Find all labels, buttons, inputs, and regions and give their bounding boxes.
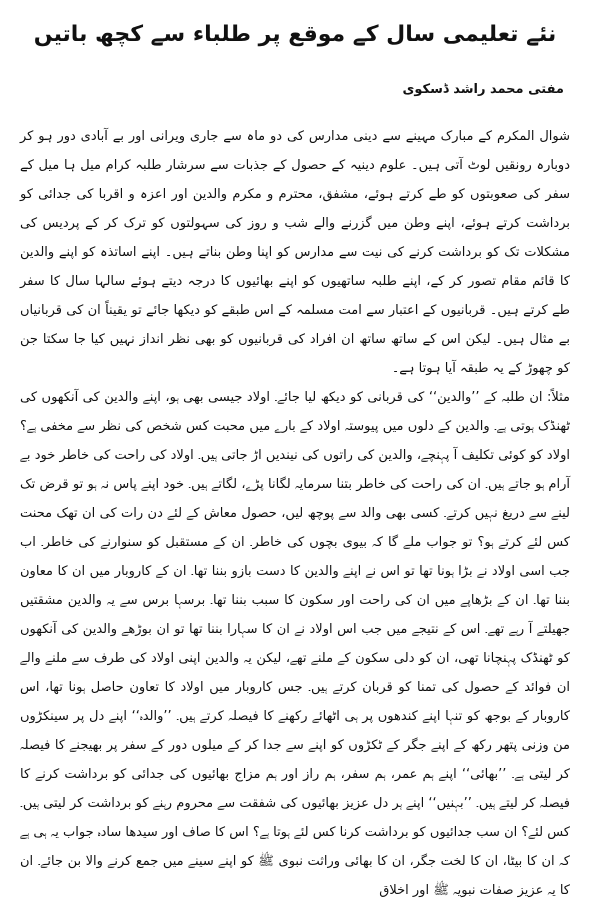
article-title: نئے تعلیمی سال کے موقع پر طلباء سے کچھ باتیں [33,22,557,47]
paragraph-2: مثلاً: ان طلبہ کے ’’والدین‘‘ کی قربانی کو دیکھ لیا جائے۔ اولاد جیسی بھی ہو، اپنے والدین کی آنکھوں کی ٹھنڈک ہوتی ہے۔ والدین کے دلوں میں پیوستہ اولاد کے بارے میں محبت کس شخص کی نظر سے مخفی ہے؟ اولاد کو کوئی تکلیف آ پہنچے، والدین کی راتوں کی نیندیں اڑ جاتی ہیں۔ اولاد کی راحت کی خاطر خود بے آرام ہو جاتے ہیں۔ ان کی راحت کی خاطر بتنا سرمایہ لگانا پڑے، لگاتے ہیں۔ خود اپنے پاس نہ ہو تو قرض تک لینے سے دریغ نہیں کرتے۔ کسی بھی والد سے پوچھ لیں، حصول معاش کے لئے دن رات کی ان تھک محنت کس لئے کرتے ہو؟ تو جواب ملے گا کہ بیوی بچوں کی خاطر۔ ان کے مستقبل کو سنوارنے کی خاطر۔ اب جب اسی اولاد نے بڑا ہونا تھا تو اس نے اپنے والدین کا دست بازو بننا تھا۔ ان کے کاروبار میں ان کا معاون بننا تھا۔ ان کے بڑھاپے میں ان کی راحت اور سکون کا سبب بننا تھا۔ برسہا برس سے یہ والدین مشقتیں جھیلتے آ رہے تھے۔ اس کے نتیجے میں جب اس اولاد نے ان کا سہارا بننا تھا تو ان بوڑھے والدین کی آنکھوں کو ٹھنڈک پہنچانا تھی، ان کو دلی سکون کے ملنے تھے، لیکن یہ والدین اپنی اولاد کی طرف سے ملنے والے ان فوائد کے حصول کی تمنا کو قربان کرتے ہیں۔ جس کاروبار میں اولاد کا تعاون حاصل ہونا تھا، اس کاروبار کے بوجھ کو تنہا اپنے کندھوں پر ہی اٹھائے رکھنے کا فیصلہ کرتے ہیں۔ ’’والدہ‘‘ اپنے دل پر سینکڑوں من وزنی پتھر رکھ کے اپنے جگر کے ٹکڑوں کو اپنے سے جدا کر کے میلوں دور کے سفر پر بھیجنے کا فیصلہ کر لیتی ہے۔ ’’بھائی‘‘ اپنے ہم عمر، ہم سفر، ہم راز اور ہم مزاج بھائیوں کی جدائی کو برداشت کرنے کا فیصلہ کر لیتے ہیں۔ ’’بہنیں‘‘ اپنے ہر دل عزیز بھائیوں کی شفقت سے محروم رہنے کو برداشت کر لیتی ہیں۔ کس لئے؟ ان سب جدائیوں کو برداشت کرنا کس لئے ہوتا ہے؟ اس کا صاف اور سیدھا سادہ جواب یہ ہی ہے کہ ان کا بیٹا، ان کا لخت جگر، ان کا بھائی وراثت نبوی ﷺ کو اپنے سینے میں جمع کرنے والا بن جائے۔ ان کا یہ عزیز صفات نبویہ ﷺ اور اخلاق [20,390,570,898]
author-name: مفتی محمد راشد ڈسکوی [402,82,564,97]
paragraph-1: شوال المکرم کے مبارک مہینے سے دینی مدارس کی دو ماہ سے جاری ویرانی اور بے آبادی دور ہو کر دوبارہ رونقیں لوٹ آتی ہیں۔ علوم دینیہ کے حصول کے جذبات سے سرشار طلبہ کرام میل ہا میل کے سفر کی صعوبتوں کو طے کرتے ہوئے، مشفق، محترم و مکرم والدین اور اعزہ و اقربا کی جدائی کو برداشت کرتے ہوئے، اپنے وطن میں گزرنے والے شب و روز کی سہولتوں کو ترک کر کے پردیس کی مشکلات تک کو برداشت کرنے کی نیت سے مدارس کو اپنا وطن بناتے ہیں۔ اپنے اساتذہ کو اپنے والدین کا قائم مقام تصور کر کے، اپنے طلبہ ساتھیوں کو اپنے بھائیوں کا درجہ دیتے ہوئے سالہا سال کا سفر طے کرتے ہیں۔ قربانیوں کے اعتبار سے امت مسلمہ کے اس طبقے کو دیکھا جائے تو یقیناً ان کی قربانیاں بے مثال ہیں۔ لیکن اس کے ساتھ ساتھ ان افراد کی قربانیوں کو بھی نظر انداز نہیں کیا جا سکتا جن کو چھوڑ کے یہ طبقہ آیا ہوتا ہے۔ [20,129,570,376]
